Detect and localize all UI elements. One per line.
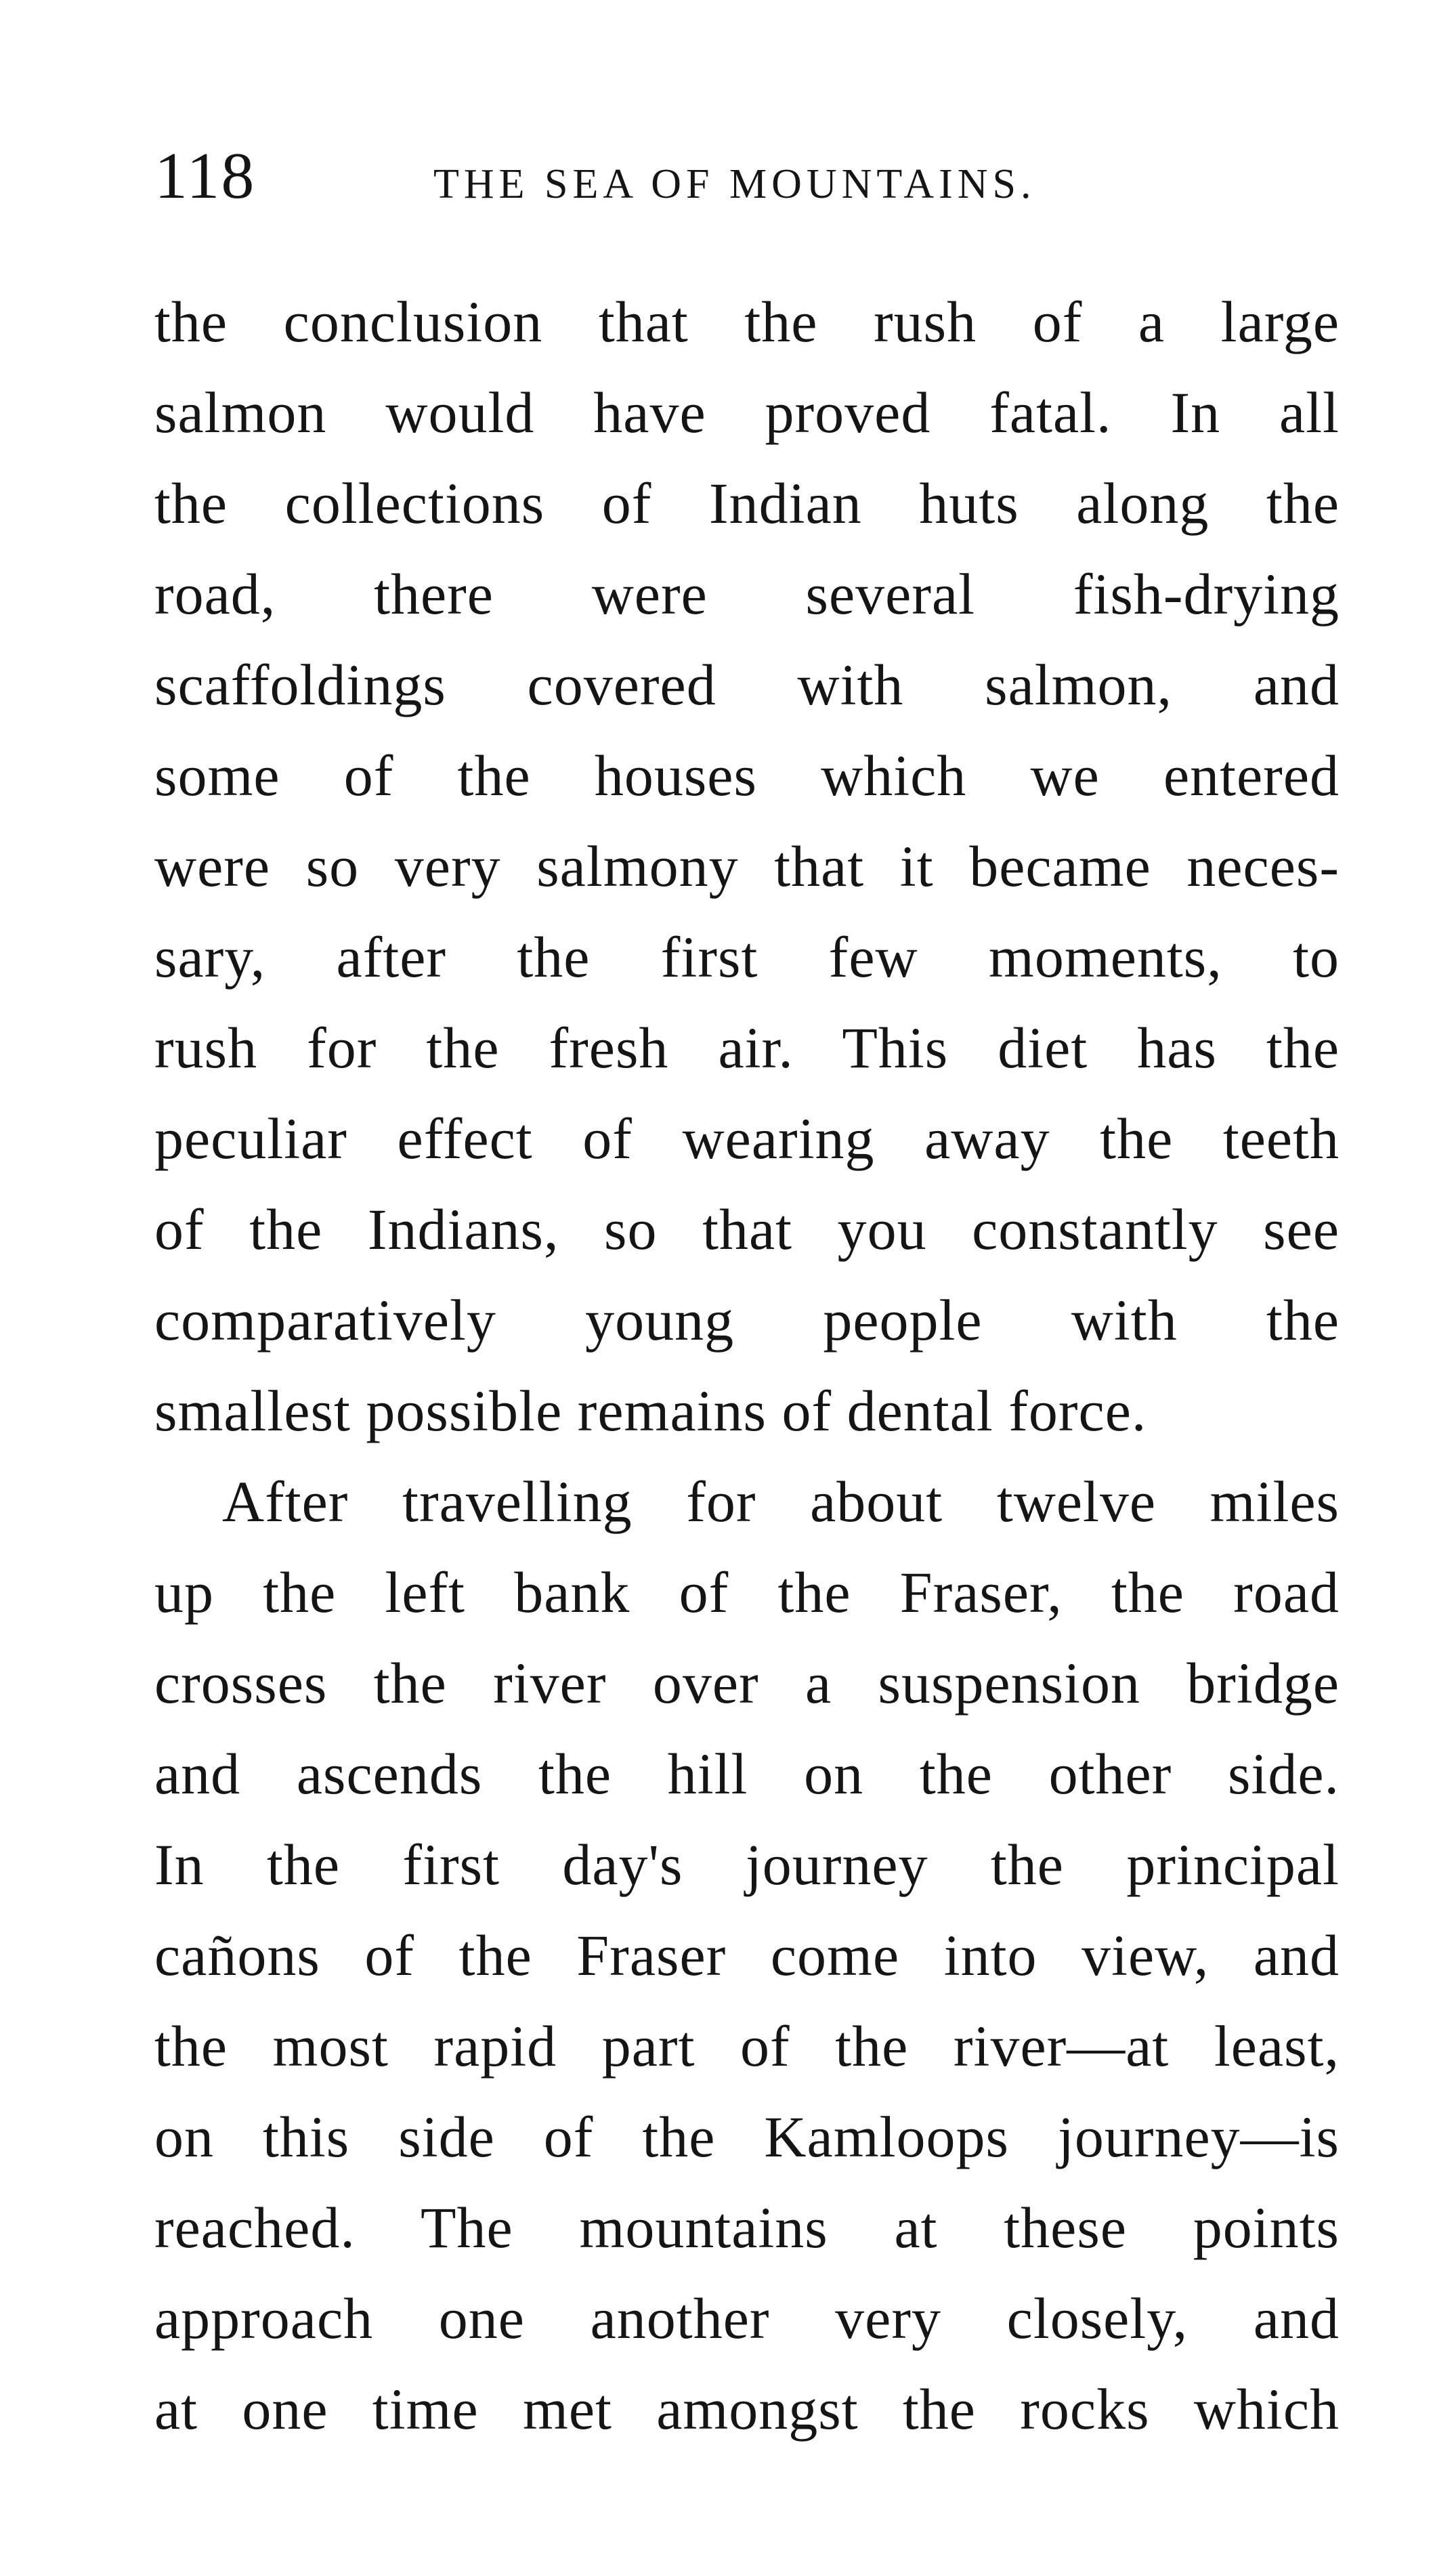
text-line: crosses the river over a suspension bridge	[154, 1651, 1340, 1716]
page-number: 118	[154, 140, 256, 213]
text-line: road, there were several fish-drying	[154, 561, 1340, 626]
text-line: on this side of the Kamloops journey—is	[154, 2104, 1340, 2169]
body-text	[154, 276, 1340, 2454]
text-line: scaffoldings covered with salmon, and	[154, 652, 1340, 717]
text-line: peculiar effect of wearing away the teeth	[154, 1106, 1340, 1171]
text-line: salmon would have proved fatal. In all	[154, 380, 1340, 445]
text-line: sary, after the first few moments, to	[154, 924, 1340, 989]
text-line: the conclusion that the rush of a large	[154, 289, 1340, 354]
text-line: In the first day's journey the principal	[154, 1832, 1340, 1897]
text-line: reached. The mountains at these points	[154, 2195, 1340, 2260]
text-line: the collections of Indian huts along the	[154, 471, 1340, 536]
text-line: approach one another very closely, and	[154, 2286, 1340, 2351]
text-line: at one time met amongst the rocks which	[154, 2377, 1340, 2442]
text-line: of the Indians, so that you constantly see	[154, 1197, 1340, 1262]
text-line: comparatively young people with the	[154, 1288, 1340, 1353]
text-line: some of the houses which we entered	[154, 743, 1340, 808]
text-line: up the left bank of the Fraser, the road	[154, 1560, 1340, 1625]
text-line: smallest possible remains of dental force.	[154, 1378, 1147, 1443]
text-line: were so very salmony that it became neces-	[154, 834, 1340, 899]
running-head	[154, 135, 1340, 217]
running-title: THE SEA OF MOUNTAINS.	[433, 161, 1036, 207]
text-line: cañons of the Fraser come into view, and	[154, 1923, 1340, 1988]
text-line: and ascends the hill on the other side.	[154, 1741, 1340, 1806]
text-line: rush for the fresh air. This diet has the	[154, 1015, 1340, 1080]
text-line: the most rapid part of the river—at least,	[154, 2014, 1340, 2079]
text-line: After travelling for about twelve miles	[222, 1469, 1340, 1534]
